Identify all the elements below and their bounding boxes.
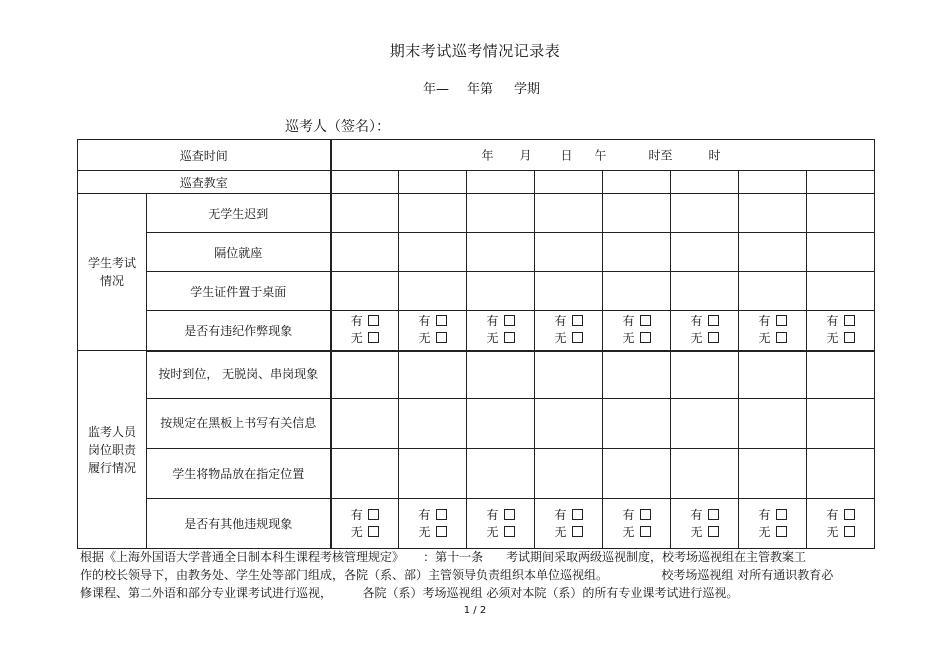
- checkbox[interactable]: [844, 315, 855, 326]
- yes-label: 有: [486, 507, 499, 522]
- no-label: 无: [486, 524, 499, 539]
- table-row: [78, 194, 875, 233]
- note-text: 各院（系）考场巡视组 必须对本院（系）的所有专业课考试进行巡视。: [362, 586, 739, 600]
- checkbox[interactable]: [436, 526, 447, 537]
- check-cell[interactable]: [399, 233, 467, 272]
- yes-label: 有: [826, 507, 839, 522]
- year-end-label: 年第: [467, 82, 494, 97]
- check-cell[interactable]: [331, 233, 399, 272]
- check-cell[interactable]: [399, 272, 467, 311]
- time-fill-field[interactable]: [331, 140, 875, 171]
- check-cell[interactable]: [467, 449, 535, 499]
- note-text: ：第十一条: [423, 550, 484, 564]
- check-cell[interactable]: [331, 351, 399, 399]
- check-cell[interactable]: [467, 272, 535, 311]
- table-row: [78, 449, 875, 499]
- time-year: 年: [481, 148, 494, 163]
- checkbox[interactable]: [708, 315, 719, 326]
- checkbox[interactable]: [436, 315, 447, 326]
- yes-label: 有: [826, 314, 839, 329]
- row-label-spaced-seating: 隔位就座: [147, 233, 331, 272]
- yes-no-choice[interactable]: [399, 499, 467, 549]
- no-label: 无: [350, 524, 363, 539]
- checkbox[interactable]: [504, 526, 515, 537]
- note-text: 根据《上海外国语大学普通全日制本科生课程考核管理规定》: [80, 550, 405, 564]
- time-end: 时: [708, 148, 721, 163]
- row-label-on-time: 按时到位， 无脱岗、串岗现象: [147, 351, 331, 399]
- no-label: 无: [418, 331, 431, 346]
- room-cell[interactable]: [467, 171, 535, 194]
- checkbox[interactable]: [844, 509, 855, 520]
- proctor-group-label: 监考人员岗位职责履行情况: [78, 351, 147, 549]
- yes-label: 有: [758, 314, 771, 329]
- check-cell[interactable]: [331, 272, 399, 311]
- check-cell[interactable]: [603, 233, 671, 272]
- room-cell[interactable]: [535, 171, 603, 194]
- checkbox[interactable]: [776, 526, 787, 537]
- room-cell[interactable]: [603, 171, 671, 194]
- check-cell[interactable]: [399, 449, 467, 499]
- yes-no-choice[interactable]: [739, 499, 807, 549]
- checkbox[interactable]: [640, 509, 651, 520]
- regulation-note: [80, 548, 875, 602]
- yes-label: 有: [418, 507, 431, 522]
- check-cell[interactable]: [331, 194, 399, 233]
- room-cell[interactable]: [807, 171, 875, 194]
- check-cell[interactable]: [331, 399, 399, 449]
- room-row: [78, 171, 875, 194]
- no-label: 无: [486, 331, 499, 346]
- check-cell[interactable]: [739, 194, 807, 233]
- check-cell[interactable]: [671, 233, 739, 272]
- yes-no-choice[interactable]: [535, 499, 603, 549]
- check-cell[interactable]: [603, 351, 671, 399]
- yes-label: 有: [758, 507, 771, 522]
- check-cell[interactable]: [535, 399, 603, 449]
- checkbox[interactable]: [504, 509, 515, 520]
- checkbox[interactable]: [776, 315, 787, 326]
- checkbox[interactable]: [640, 332, 651, 343]
- no-label: 无: [622, 331, 635, 346]
- yes-no-choice[interactable]: [671, 499, 739, 549]
- check-cell[interactable]: [535, 449, 603, 499]
- check-cell[interactable]: [739, 233, 807, 272]
- inspector-signature-label: 巡考人（签名）：: [285, 119, 390, 135]
- table-row: [78, 233, 875, 272]
- no-label: 无: [758, 331, 771, 346]
- row-label-other-violations: 是否有其他违规现象: [147, 499, 331, 549]
- check-cell[interactable]: [535, 351, 603, 399]
- yes-label: 有: [350, 314, 363, 329]
- row-label-blackboard-info: 按规定在黑板上书写有关信息: [147, 399, 331, 449]
- note-text: 作的校长领导下，由教务处、学生处等部门组成，各院（系、部）主管领导负责组织本单位巡视组。: [80, 568, 609, 582]
- no-label: 无: [826, 524, 839, 539]
- check-cell[interactable]: [603, 449, 671, 499]
- check-cell[interactable]: [399, 351, 467, 399]
- checkbox[interactable]: [572, 315, 583, 326]
- yes-label: 有: [418, 314, 431, 329]
- checkbox[interactable]: [708, 526, 719, 537]
- room-cell[interactable]: [331, 171, 399, 194]
- check-cell[interactable]: [331, 449, 399, 499]
- checkbox[interactable]: [640, 526, 651, 537]
- checkbox[interactable]: [572, 526, 583, 537]
- check-cell[interactable]: [399, 399, 467, 449]
- checkbox[interactable]: [776, 509, 787, 520]
- check-cell[interactable]: [739, 351, 807, 399]
- student-group-label: 学生考试情况: [78, 194, 147, 351]
- yes-label: 有: [690, 314, 703, 329]
- checkbox[interactable]: [436, 509, 447, 520]
- term-label: 学期: [514, 82, 541, 97]
- table-row: [78, 499, 875, 549]
- no-label: 无: [554, 331, 567, 346]
- check-cell[interactable]: [807, 449, 875, 499]
- checkbox[interactable]: [572, 509, 583, 520]
- room-cell[interactable]: [671, 171, 739, 194]
- check-cell[interactable]: [399, 194, 467, 233]
- no-label: 无: [826, 331, 839, 346]
- yes-no-choice[interactable]: [467, 499, 535, 549]
- yes-label: 有: [622, 507, 635, 522]
- check-cell[interactable]: [535, 233, 603, 272]
- checkbox[interactable]: [368, 332, 379, 343]
- time-month: 月: [519, 148, 532, 163]
- row-label-cheating: 是否有违纪作弊现象: [147, 311, 331, 351]
- row-label-no-late: 无学生迟到: [147, 194, 331, 233]
- no-label: 无: [622, 524, 635, 539]
- check-cell[interactable]: [671, 194, 739, 233]
- checkbox[interactable]: [844, 332, 855, 343]
- time-from-to: 时至: [648, 148, 673, 163]
- checkbox[interactable]: [504, 315, 515, 326]
- yes-no-choice[interactable]: [807, 311, 875, 351]
- yes-no-choice[interactable]: [467, 311, 535, 351]
- time-noon: 午: [594, 148, 607, 163]
- table-row: [78, 272, 875, 311]
- year-start-label: 年—: [423, 82, 450, 97]
- no-label: 无: [690, 331, 703, 346]
- yes-label: 有: [350, 507, 363, 522]
- check-cell[interactable]: [535, 194, 603, 233]
- yes-no-choice[interactable]: [535, 311, 603, 351]
- yes-no-choice[interactable]: [603, 499, 671, 549]
- yes-no-choice[interactable]: [331, 311, 399, 351]
- inspection-record-table: [77, 139, 875, 549]
- check-cell[interactable]: [671, 449, 739, 499]
- checkbox[interactable]: [708, 509, 719, 520]
- checkbox[interactable]: [844, 526, 855, 537]
- checkbox[interactable]: [504, 332, 515, 343]
- checkbox[interactable]: [708, 332, 719, 343]
- checkbox[interactable]: [368, 526, 379, 537]
- yes-no-choice[interactable]: [399, 311, 467, 351]
- page-title: 期末考试巡考情况记录表: [389, 42, 561, 60]
- check-cell[interactable]: [671, 272, 739, 311]
- checkbox[interactable]: [436, 332, 447, 343]
- yes-label: 有: [622, 314, 635, 329]
- check-cell[interactable]: [807, 399, 875, 449]
- check-cell[interactable]: [535, 272, 603, 311]
- check-cell[interactable]: [603, 399, 671, 449]
- yes-no-choice[interactable]: [739, 311, 807, 351]
- yes-label: 有: [554, 314, 567, 329]
- check-cell[interactable]: [807, 194, 875, 233]
- room-label: 巡查教室: [78, 171, 331, 194]
- room-cell[interactable]: [399, 171, 467, 194]
- row-label-id-on-desk: 学生证件置于桌面: [147, 272, 331, 311]
- check-cell[interactable]: [671, 351, 739, 399]
- yes-no-choice[interactable]: [331, 499, 399, 549]
- room-cell[interactable]: [739, 171, 807, 194]
- no-label: 无: [418, 524, 431, 539]
- checkbox[interactable]: [572, 332, 583, 343]
- check-cell[interactable]: [603, 194, 671, 233]
- yes-no-choice[interactable]: [671, 311, 739, 351]
- no-label: 无: [350, 331, 363, 346]
- check-cell[interactable]: [739, 399, 807, 449]
- row-label-belongings: 学生将物品放在指定位置: [147, 449, 331, 499]
- checkbox[interactable]: [776, 332, 787, 343]
- checkbox[interactable]: [368, 315, 379, 326]
- yes-label: 有: [554, 507, 567, 522]
- check-cell[interactable]: [603, 272, 671, 311]
- check-cell[interactable]: [807, 272, 875, 311]
- check-cell[interactable]: [807, 351, 875, 399]
- check-cell[interactable]: [467, 233, 535, 272]
- checkbox[interactable]: [368, 509, 379, 520]
- yes-no-choice[interactable]: [603, 311, 671, 351]
- note-text: 修课程、第二外语和部分专业课考试进行巡视，: [80, 586, 333, 600]
- no-label: 无: [554, 524, 567, 539]
- check-cell[interactable]: [739, 272, 807, 311]
- time-row: [78, 140, 875, 171]
- checkbox[interactable]: [640, 315, 651, 326]
- note-text: 考试期间采取两级巡视制度，校考场巡视组在主管教案工: [506, 550, 807, 564]
- no-label: 无: [690, 524, 703, 539]
- check-cell[interactable]: [671, 399, 739, 449]
- table-row: [78, 399, 875, 449]
- check-cell[interactable]: [467, 399, 535, 449]
- time-day: 日: [560, 148, 573, 163]
- page-number: 1 / 2: [463, 605, 487, 616]
- check-cell[interactable]: [807, 233, 875, 272]
- time-label: 巡查时间: [78, 140, 331, 171]
- yes-label: 有: [690, 507, 703, 522]
- check-cell[interactable]: [739, 449, 807, 499]
- table-row: [78, 351, 875, 399]
- no-label: 无: [758, 524, 771, 539]
- yes-no-choice[interactable]: [807, 499, 875, 549]
- note-text: 校考场巡视组 对所有通识教育必: [661, 568, 834, 582]
- table-row: [78, 311, 875, 351]
- check-cell[interactable]: [467, 351, 535, 399]
- yes-label: 有: [486, 314, 499, 329]
- check-cell[interactable]: [467, 194, 535, 233]
